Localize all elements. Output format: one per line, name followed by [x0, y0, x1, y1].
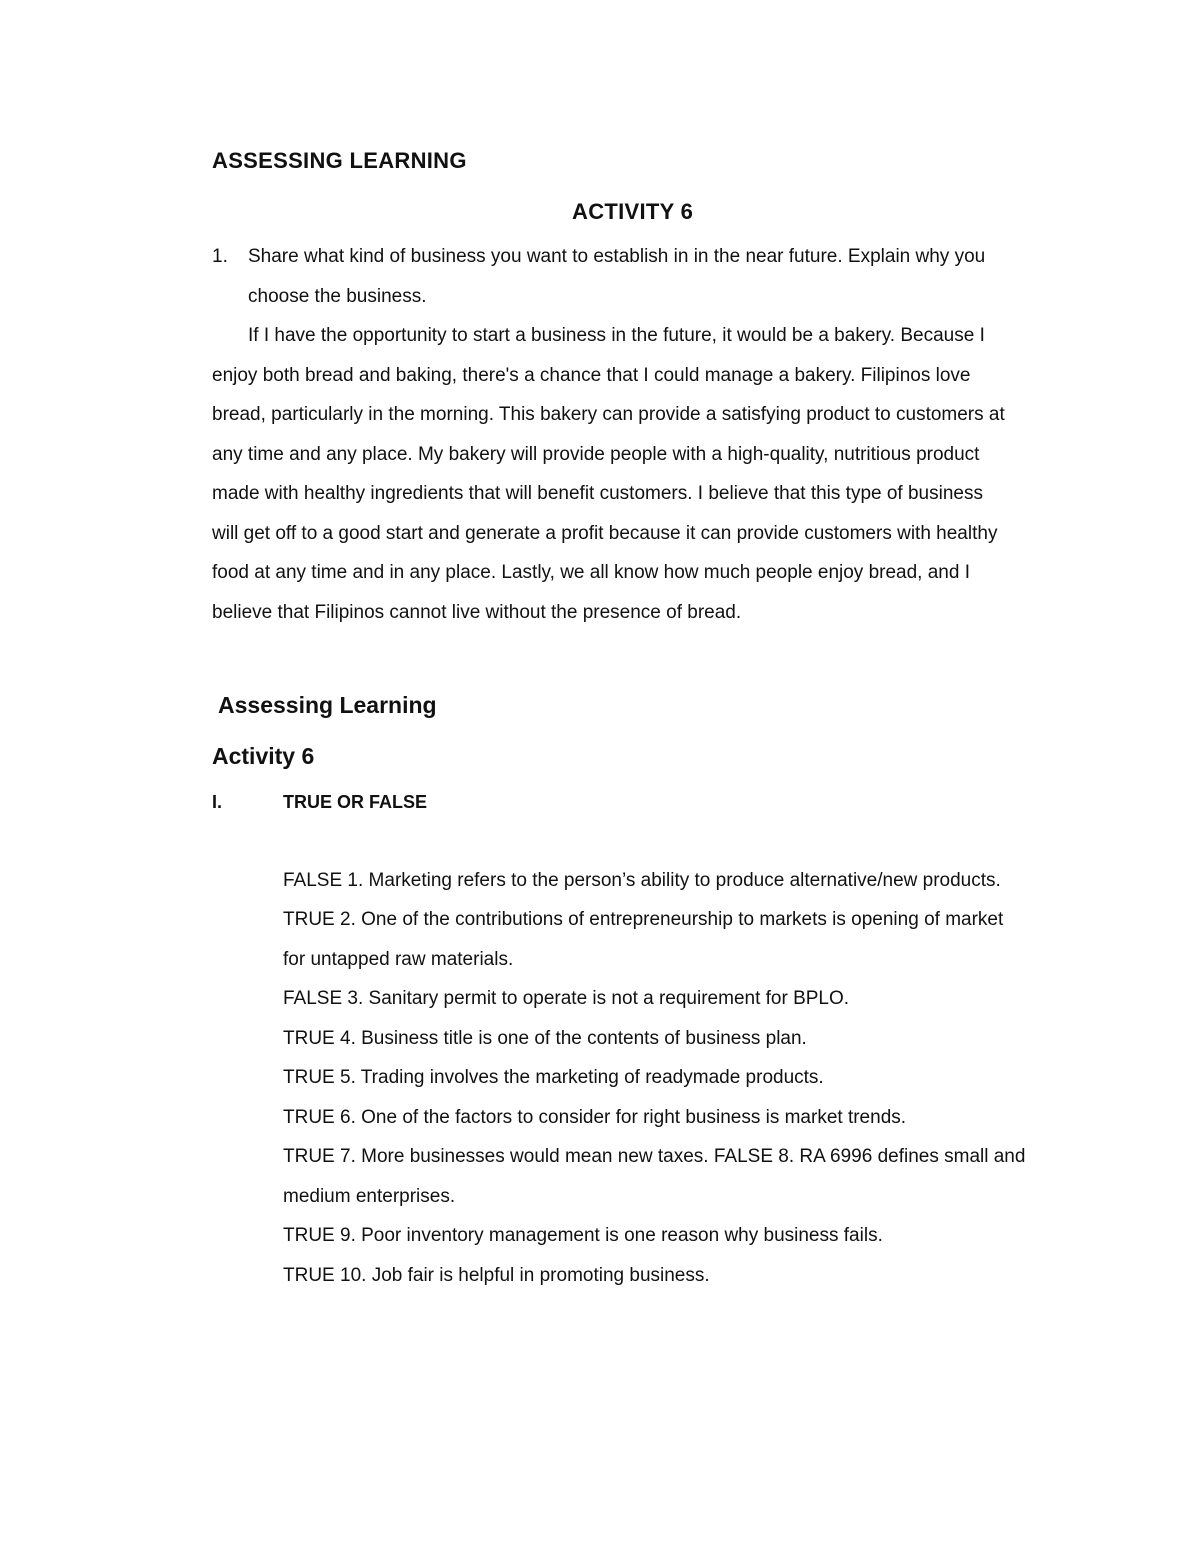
answer-line: believe that Filipinos cannot live without the presence of bread.	[212, 602, 742, 623]
tf-answer-line: TRUE 10. Job fair is helpful in promoting business.	[283, 1265, 710, 1286]
answer-line: made with healthy ingredients that will benefit customers. I believe that this type of business	[212, 483, 983, 504]
tf-answer-line: FALSE 3. Sanitary permit to operate is not a requirement for BPLO.	[283, 988, 850, 1009]
tf-answer-line: TRUE 7. More businesses would mean new taxes. FALSE 8. RA 6996 defines small and	[283, 1146, 1026, 1167]
question-line: choose the business.	[248, 286, 427, 307]
tf-answer-line: TRUE 4. Business title is one of the contents of business plan.	[283, 1028, 807, 1049]
answer-line: bread, particularly in the morning. This bakery can provide a satisfying product to customers at	[212, 404, 1005, 425]
tf-answer-line: TRUE 6. One of the factors to consider for right business is market trends.	[283, 1107, 907, 1128]
tf-answer-line: TRUE 9. Poor inventory management is one reason why business fails.	[283, 1225, 883, 1246]
part-numeral: I.	[212, 792, 223, 812]
tf-answer-line: for untapped raw materials.	[283, 949, 514, 970]
tf-answer-line: TRUE 5. Trading involves the marketing of readymade products.	[283, 1067, 824, 1088]
answer-line: If I have the opportunity to start a business in the future, it would be a bakery. Because I	[248, 325, 985, 346]
answer-line: enjoy both bread and baking, there's a chance that I could manage a bakery. Filipinos love	[212, 365, 971, 386]
tf-answer-line: FALSE 1. Marketing refers to the person’s ability to produce alternative/new products.	[283, 870, 1001, 891]
question-number: 1.	[212, 246, 228, 267]
tf-answer-line: medium enterprises.	[283, 1186, 456, 1207]
question-line: Share what kind of business you want to establish in in the near future. Explain why you	[248, 246, 986, 267]
tf-answer-line: TRUE 2. One of the contributions of entrepreneurship to markets is opening of market	[283, 909, 1004, 930]
answer-line: will get off to a good start and generate a profit because it can provide customers with healthy	[212, 523, 998, 544]
section2-activity-title: Activity 6	[212, 743, 315, 769]
section2-heading: Assessing Learning	[218, 692, 437, 718]
section1-heading: ASSESSING LEARNING	[212, 148, 467, 173]
answer-line: food at any time and in any place. Lastly, we all know how much people enjoy bread, and I	[212, 562, 970, 583]
answer-line: any time and any place. My bakery will provide people with a high-quality, nutritious product	[212, 444, 980, 465]
section1-activity-title: ACTIVITY 6	[572, 199, 694, 224]
part-title: TRUE OR FALSE	[283, 792, 428, 812]
